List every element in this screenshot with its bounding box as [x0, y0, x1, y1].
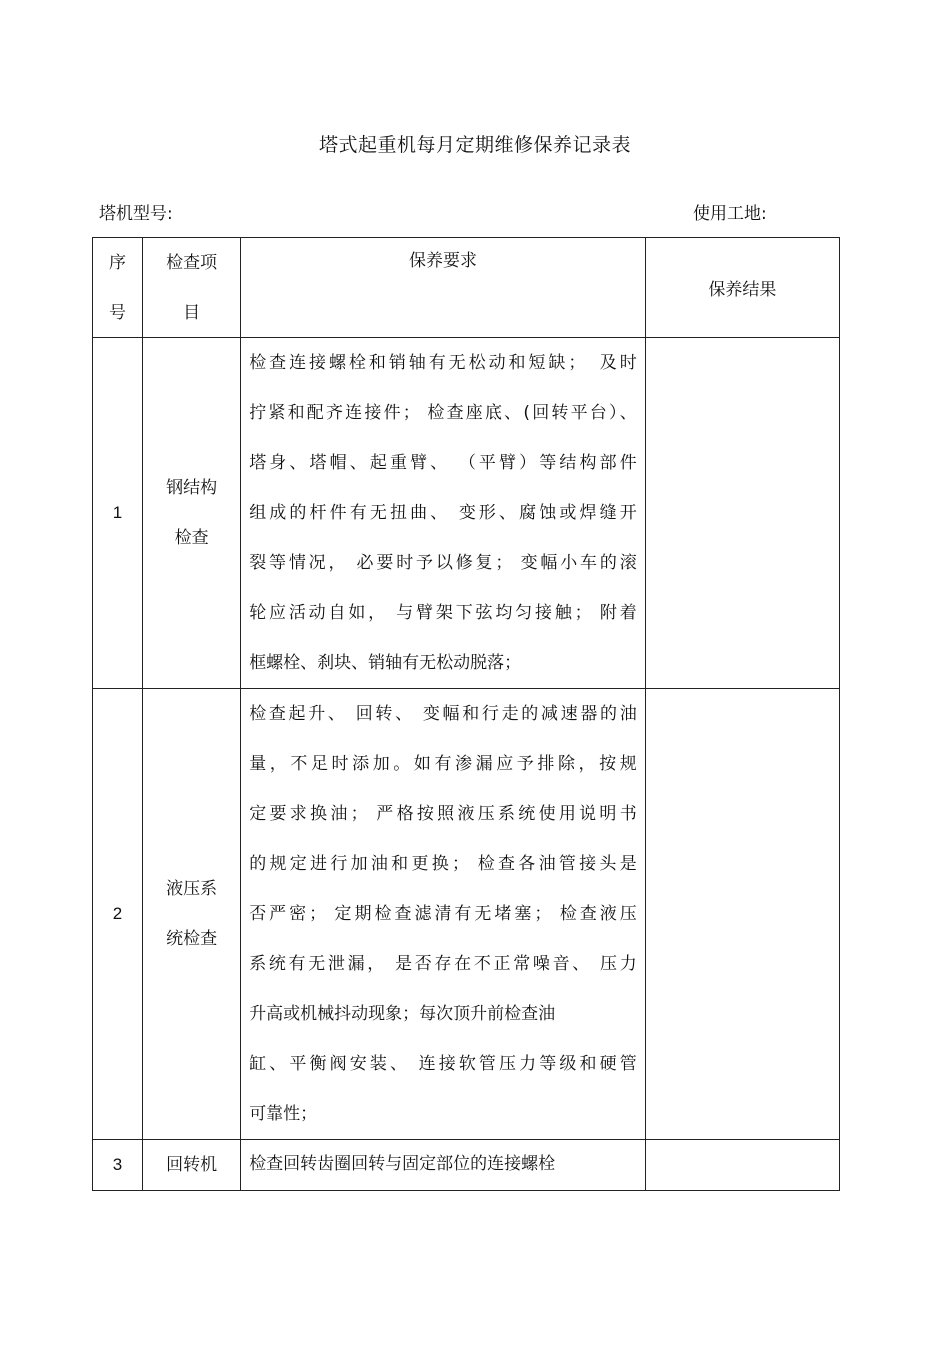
header-item-cell	[143, 238, 241, 338]
header-item-line: 检查项	[166, 253, 218, 273]
header-item-line: 目	[183, 303, 201, 323]
maintenance-record-table	[92, 237, 840, 1191]
row-result[interactable]	[645, 1140, 839, 1191]
row-index: 2	[93, 689, 143, 1140]
row-result[interactable]	[645, 689, 839, 1140]
row-item	[143, 338, 241, 689]
requirement-line: 轮应活动自如， 与臂架下弦均匀接触； 附着	[249, 603, 637, 623]
header-requirement-cell: 保养要求	[241, 238, 646, 338]
requirement-line: 拧紧和配齐连接件； 检查座底、(回转平台）、	[249, 403, 637, 423]
requirement-line: 组成的杆件有无扭曲、 变形、腐蚀或焊缝开	[249, 503, 637, 523]
header-index-line: 号	[109, 303, 127, 323]
table-row	[93, 1140, 840, 1191]
requirement-line: 的规定进行加油和更换； 检查各油管接头是	[249, 854, 637, 874]
row-requirement	[241, 338, 646, 689]
requirement-line: 框螺栓、刹块、销轴有无松动脱落；	[249, 653, 522, 673]
row-item	[143, 689, 241, 1140]
tower-crane-model-label: 塔机型号:	[99, 204, 173, 224]
row-index: 3	[93, 1140, 143, 1191]
row-item-line: 检查	[174, 528, 209, 548]
requirement-line: 裂等情况， 必要时予以修复； 变幅小车的滚	[249, 553, 637, 573]
row-item	[143, 1140, 241, 1191]
requirement-line: 检查回转齿圈回转与固定部位的连接螺栓	[249, 1154, 556, 1174]
requirement-line: 否严密； 定期检查滤清有无堵塞； 检查液压	[249, 904, 637, 924]
work-site-label: 使用工地:	[693, 204, 767, 224]
requirement-line: 检查连接螺栓和销轴有无松动和短缺； 及时	[249, 353, 637, 373]
row-requirement	[241, 689, 646, 1140]
row-index: 1	[93, 338, 143, 689]
requirement-line: 定要求换油； 严格按照液压系统使用说明书	[249, 804, 637, 824]
row-item-line: 回转机	[166, 1155, 218, 1175]
table-header-row	[93, 238, 840, 338]
row-item-line: 统检查	[166, 929, 218, 949]
row-result[interactable]	[645, 338, 839, 689]
header-index-line: 序	[109, 253, 127, 273]
requirement-line: 塔身、塔帽、起重臂、 （平臂）等结构部件	[249, 453, 637, 473]
requirement-line: 量，不足时添加。如有渗漏应予排除，按规	[249, 754, 637, 774]
requirement-line: 升高或机械抖动现象；每次顶升前检查油	[249, 1004, 556, 1024]
row-item-line: 液压系	[166, 879, 218, 899]
requirement-line: 缸、平衡阀安装、 连接软管压力等级和硬管	[249, 1054, 637, 1074]
table-row	[93, 338, 840, 689]
requirement-line: 检查起升、 回转、 变幅和行走的减速器的油	[249, 704, 637, 724]
header-index-cell	[93, 238, 143, 338]
row-requirement	[241, 1140, 646, 1191]
requirement-line: 可靠性；	[249, 1104, 318, 1124]
row-item-line: 钢结构	[166, 478, 218, 498]
document-title: 塔式起重机每月定期维修保养记录表	[318, 134, 631, 156]
table-row	[93, 689, 840, 1140]
header-result-cell: 保养结果	[645, 238, 839, 338]
requirement-line: 系统有无泄漏， 是否存在不正常噪音、 压力	[249, 954, 637, 974]
